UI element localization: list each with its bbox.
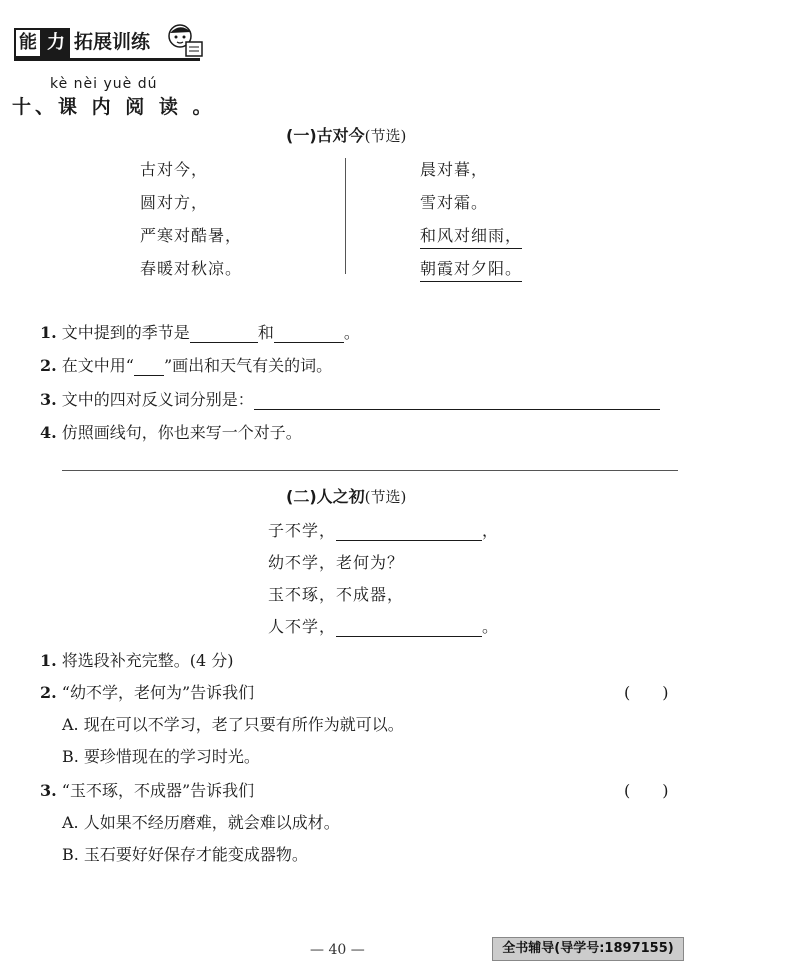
p2-question-2: 2. “幼不学，老何为”告诉我们 — [40, 683, 255, 702]
answer-blank-antonyms[interactable] — [254, 393, 660, 410]
part2-title-note: (节选) — [364, 488, 407, 506]
header-banner — [14, 24, 200, 64]
answer-blank-line-1[interactable] — [336, 524, 482, 541]
banner-title: 拓展训练 — [74, 31, 151, 53]
section-title: 十、课 内 阅 读 。 — [12, 96, 216, 118]
p2-q2-option-a: A. 现在可以不学习，老了只要有所作为就可以。 — [62, 715, 404, 734]
part1-title — [286, 123, 406, 146]
p2-line-2: 幼不学，老何为？ — [268, 553, 405, 572]
poem-left-3: 严寒对酷暑， — [140, 226, 243, 245]
p2-q3-option-a: A. 人如果不经历磨难，就会难以成材。 — [62, 813, 340, 832]
p1-question-3: 3. 文中的四对反义词分别是： — [40, 387, 660, 410]
p2-line-4: 人不学， 。 — [268, 617, 500, 636]
poem-left-4: 春暖对秋凉。 — [140, 259, 243, 278]
part1-title-note: (节选) — [364, 127, 407, 145]
p2-line-3: 玉不琢，不成器， — [268, 585, 405, 604]
p1-question-1: 1. 文中提到的季节是 和 。 — [40, 323, 360, 342]
poem-divider — [345, 158, 346, 274]
poem-right-1: 晨对暮， — [420, 160, 489, 179]
mascot-girl-icon — [164, 22, 206, 62]
badge-char-2: 力 — [42, 28, 70, 58]
p2-q3-option-b: B. 玉石要好好保存才能变成器物。 — [62, 845, 308, 864]
poem-right-2: 雪对霜。 — [420, 193, 489, 212]
underline-sample — [134, 359, 164, 376]
p2-question-3: 3. “玉不琢，不成器”告诉我们 — [40, 781, 255, 800]
p1-question-2: 2. 在文中用“ ”画出和天气有关的词。 — [40, 356, 333, 375]
poem-right-3-underlined: 和风对细雨， — [420, 223, 522, 249]
answer-line-couplet[interactable] — [62, 470, 678, 471]
footer-guide-label: 全书辅导(导学号:1897155) — [492, 937, 684, 961]
p1-question-4: 4. 仿照画线句，你也来写一个对子。 — [40, 423, 302, 442]
poem-right-4-underlined: 朝霞对夕阳。 — [420, 256, 522, 282]
part2-title — [286, 484, 406, 507]
answer-blank-season-1[interactable] — [190, 326, 258, 343]
page-number: — 40 — — [310, 942, 365, 958]
poem-left-1: 古对今， — [140, 160, 209, 179]
part2-title-text: (二)人之初 — [286, 487, 365, 506]
p2-line-1: 子不学， ， — [268, 521, 500, 540]
answer-paren-q2[interactable]: ( ) — [624, 683, 669, 702]
answer-paren-q3[interactable]: ( ) — [624, 781, 669, 800]
p2-question-1: 1. 将选段补充完整。(4 分) — [40, 651, 234, 670]
answer-blank-season-2[interactable] — [274, 326, 344, 343]
p2-q2-option-b: B. 要珍惜现在的学习时光。 — [62, 747, 260, 766]
badge-char-1: 能 — [14, 28, 42, 58]
answer-blank-line-4[interactable] — [336, 620, 482, 637]
part1-title-text: (一)古对今 — [286, 126, 365, 145]
section-pinyin: kè nèi yuè dú — [50, 76, 158, 92]
poem-left-2: 圆对方， — [140, 193, 209, 212]
